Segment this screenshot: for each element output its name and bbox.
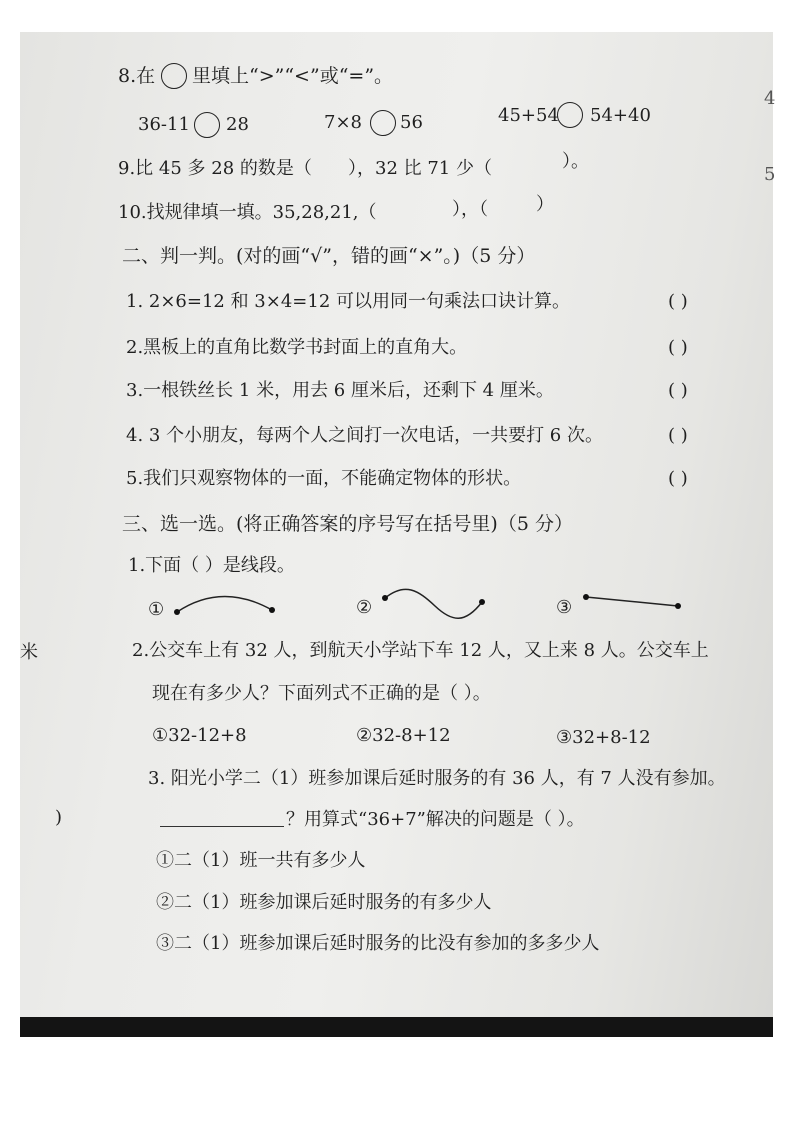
q9-part3: ）。	[562, 151, 589, 172]
choice-q1-text: 1.下面（ ）是线段。	[128, 555, 295, 576]
wave-line-drawing	[380, 584, 490, 624]
margin-text-paren: )	[55, 807, 63, 828]
choice-q1-option3-label[interactable]: ③	[556, 597, 573, 618]
choice-q3-line1: 3. 阳光小学二（1）班参加课后延时服务的有 36 人，有 7 人没有参加。	[148, 768, 726, 789]
q8-item3-right: 54+40	[590, 105, 651, 126]
margin-text-mi: 米	[20, 642, 38, 663]
judge-answer-3[interactable]: ( )	[668, 380, 688, 401]
choice-q3-option1[interactable]: ①二（1）班一共有多少人	[156, 850, 366, 871]
q10-end: ）	[536, 194, 554, 215]
q8-item1-left: 36-11	[138, 114, 190, 135]
q9-part1: 9.比 45 多 28 的数是（	[118, 158, 312, 179]
q8-item3-circle[interactable]	[557, 102, 583, 128]
choice-q2-option1[interactable]: ①32-12+8	[152, 725, 247, 746]
section2-heading: 二、判一判。(对的画“√”，错的画“×”。)（5 分）	[122, 245, 536, 267]
q8-suffix: 里填上“>”“<”或“=”。	[192, 65, 394, 87]
q8-item2-left: 7×8	[324, 112, 362, 133]
choice-q2-option3[interactable]: ③32+8-12	[556, 727, 651, 748]
choice-q3-answer-blank[interactable]	[160, 826, 284, 827]
q8-item2-circle[interactable]	[370, 110, 396, 136]
judge-answer-5[interactable]: ( )	[668, 468, 688, 489]
choice-q3-option3[interactable]: ③二（1）班参加课后延时服务的比没有参加的多多少人	[156, 933, 600, 954]
scan-dark-band	[20, 1017, 773, 1037]
judge-item-1: 1. 2×6=12 和 3×4=12 可以用同一句乘法口诀计算。	[126, 291, 571, 312]
q8-item1-circle[interactable]	[194, 112, 220, 138]
q8-item2-right: 56	[400, 112, 423, 133]
margin-text-5: 5	[764, 164, 776, 185]
choice-q3-option2[interactable]: ②二（1）班参加课后延时服务的有多少人	[156, 892, 492, 913]
curve-line-drawing	[172, 590, 282, 622]
q10-text: 10.找规律填一填。35,28,21,（	[118, 202, 377, 223]
judge-answer-2[interactable]: ( )	[668, 337, 688, 358]
judge-item-2: 2.黑板上的直角比数学书封面上的直角大。	[126, 337, 468, 358]
q8-item1-right: 28	[226, 114, 249, 135]
q9-part2: ），32 比 71 少（	[348, 158, 492, 179]
choice-q1-option2-label[interactable]: ②	[356, 597, 373, 618]
choice-q2-line1: 2.公交车上有 32 人，到航天小学站下车 12 人，又上来 8 人。公交车上	[132, 640, 709, 661]
choice-q3-line2: ？用算式“36+7”解决的问题是（ ）。	[286, 809, 585, 830]
choice-q1-option1-label[interactable]: ①	[148, 599, 165, 620]
judge-item-4: 4. 3 个小朋友，每两个人之间打一次电话，一共要打 6 次。	[126, 425, 603, 446]
line-segment-drawing	[582, 592, 686, 612]
margin-text-4: 4	[764, 88, 776, 109]
choice-q2-option2[interactable]: ②32-8+12	[356, 725, 451, 746]
q8-prefix: 8.在	[118, 65, 156, 87]
judge-item-5: 5.我们只观察物体的一面，不能确定物体的形状。	[126, 468, 522, 489]
section3-heading: 三、选一选。(将正确答案的序号写在括号里)（5 分）	[122, 513, 573, 535]
q8-item3-left: 45+54	[498, 105, 559, 126]
choice-q2-line2: 现在有多少人？下面列式不正确的是（ ）。	[152, 683, 491, 704]
judge-answer-1[interactable]: ( )	[668, 291, 688, 312]
q8-title-circle	[161, 63, 187, 89]
judge-item-3: 3.一根铁丝长 1 米，用去 6 厘米后，还剩下 4 厘米。	[126, 380, 554, 401]
judge-answer-4[interactable]: ( )	[668, 425, 688, 446]
q10-mid: ），（	[452, 199, 488, 220]
